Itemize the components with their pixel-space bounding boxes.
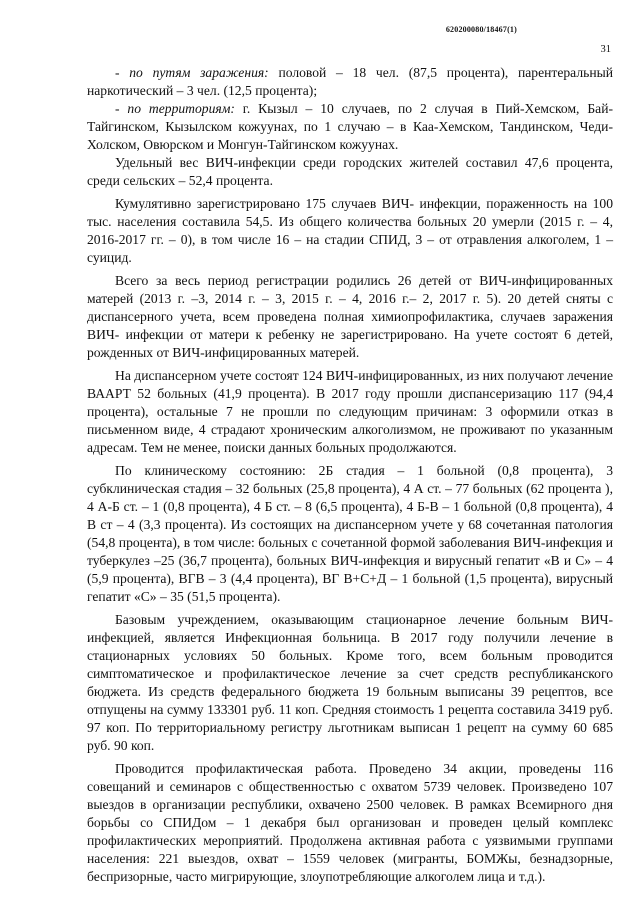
document-id: 620200080/18467(1): [445, 25, 517, 34]
paragraph-territories: [87, 100, 613, 154]
paragraph-infection-routes: [87, 64, 613, 100]
paragraph-lead: - по путям заражения:: [115, 65, 269, 80]
paragraph-prevention: Проводится профилактическая работа. Проведено 34 акции, проведены 116 совещаний и семинаров с общественностью с охватом 5739 человек. Произведено 107 выездов в организации республики, охвачено 2500 человек. В рамках Всемирного дня борьбы со СПИДом – 1 декабря был организован и проведен целый комплекс профилактических мероприятий. Продолжена активная работа с уязвимыми группами населения: 221 выездов, охват – 1559 человек (мигранты, БОМЖы, безнадзорные, беспризорные, часто мигрирующие, злоупотребляющие алкоголем лица и т.д.).: [87, 761, 613, 884]
paragraph-text: г. Кызыл – 10 случаев, по 2 случая в Пий-Хемском, Бай-Тайгинском, Кызылском кожуунах, по 1 случаю – в Каа-Хемском, Тандинском, Чеди-Холском, Овюрском и Монгун-Тайгинском кожуунах.: [87, 101, 613, 152]
paragraph-text: половой – 18 чел. (87,5 процента), парентеральный наркотический – 3 чел. (12,5 процента);: [87, 65, 613, 98]
page-number: 31: [600, 44, 611, 55]
paragraph-cumulative: Кумулятивно зарегистрировано 175 случаев ВИЧ- инфекции, пораженность на 100 тыс. населения составила 54,5. Из общего количества больных 20 умерли (2015 г. – 4, 2016-2017 гг. – 0), в том числе 16 – на стадии СПИД, 3 – от отравления алкоголем, 1 – суицид.: [87, 196, 613, 265]
paragraph-dispensary: На диспансерном учете состоят 124 ВИЧ-инфицированных, из них получают лечение ВААРТ 52 больных (41,9 процента). В 2017 году прошли диспансеризацию 117 (94,4 процента), остальные 7 не прошли по следующим причинам: 3 оформили отказ в письменном виде, 4 страдают хроническим алкоголизмом, не проживают по указанным адресам. Тем не менее, поиски данных больных продолжаются.: [87, 368, 613, 455]
paragraph-lead: - по территориям:: [115, 101, 235, 116]
body-text: [87, 64, 613, 886]
paragraph-children: Всего за весь период регистрации родились 26 детей от ВИЧ-инфицированных матерей (2013 г. –3, 2014 г. – 3, 2015 г. – 4, 2016 г.– 2, 2017 г. 5). 20 детей сняты с диспансерного учета, всем проведена полная химиопрофилактика, случаев заражения ВИЧ- инфекции от матери к ребенку не зарегистрировано. На учете состоят 6 детей, рожденных от ВИЧ-инфицированных матерей.: [87, 273, 613, 360]
paragraph-urban-rural: Удельный вес ВИЧ-инфекции среди городских жителей составил 47,6 процента, среди сельских – 52,4 процента.: [87, 155, 613, 188]
paragraph-treatment: Базовым учреждением, оказывающим стационарное лечение больным ВИЧ-инфекцией, является Инфекционная больница. В 2017 году получили лечение в стационарных условиях 50 больных. Кроме того, всем больным проводится симптоматическое и профилактическое лечение за счет средств республиканского бюджета. Из средств федерального бюджета 19 больным выписаны 39 рецептов, все отпущены на сумму 133301 руб. 11 коп. Средняя стоимость 1 рецепта составила 3419 руб. 97 коп. По территориальному регистру льготникам выписан 1 рецепт на сумму 60 685 руб. 90 коп.: [87, 612, 613, 753]
paragraph-clinical-state: По клиническому состоянию: 2Б стадия – 1 больной (0,8 процента), 3 субклиническая стадия – 32 больных (25,8 процента), 4 А ст. – 77 больных (62 процента ), 4 А-Б ст. – 1 (0,8 процента), 4 Б ст. – 8 (6,5 процента), 4 Б-В – 1 больной (0,8 процента), 4 В ст – 4 (3,3 процента). Из состоящих на диспансерном учете у 68 сочетанная патология (54,8 процента), в том числе: больных с сочетанной формой заболевания ВИЧ-инфекция и туберкулез –25 (36,7 процента), больных ВИЧ-инфекция и вирусный гепатит «В и С» – 4 (5,9 процента), ВГВ – 3 (4,4 процента), ВГ В+С+Д – 1 больной (1,5 процента), вирусный гепатит «С» – 35 (51,5 процента).: [87, 463, 613, 604]
